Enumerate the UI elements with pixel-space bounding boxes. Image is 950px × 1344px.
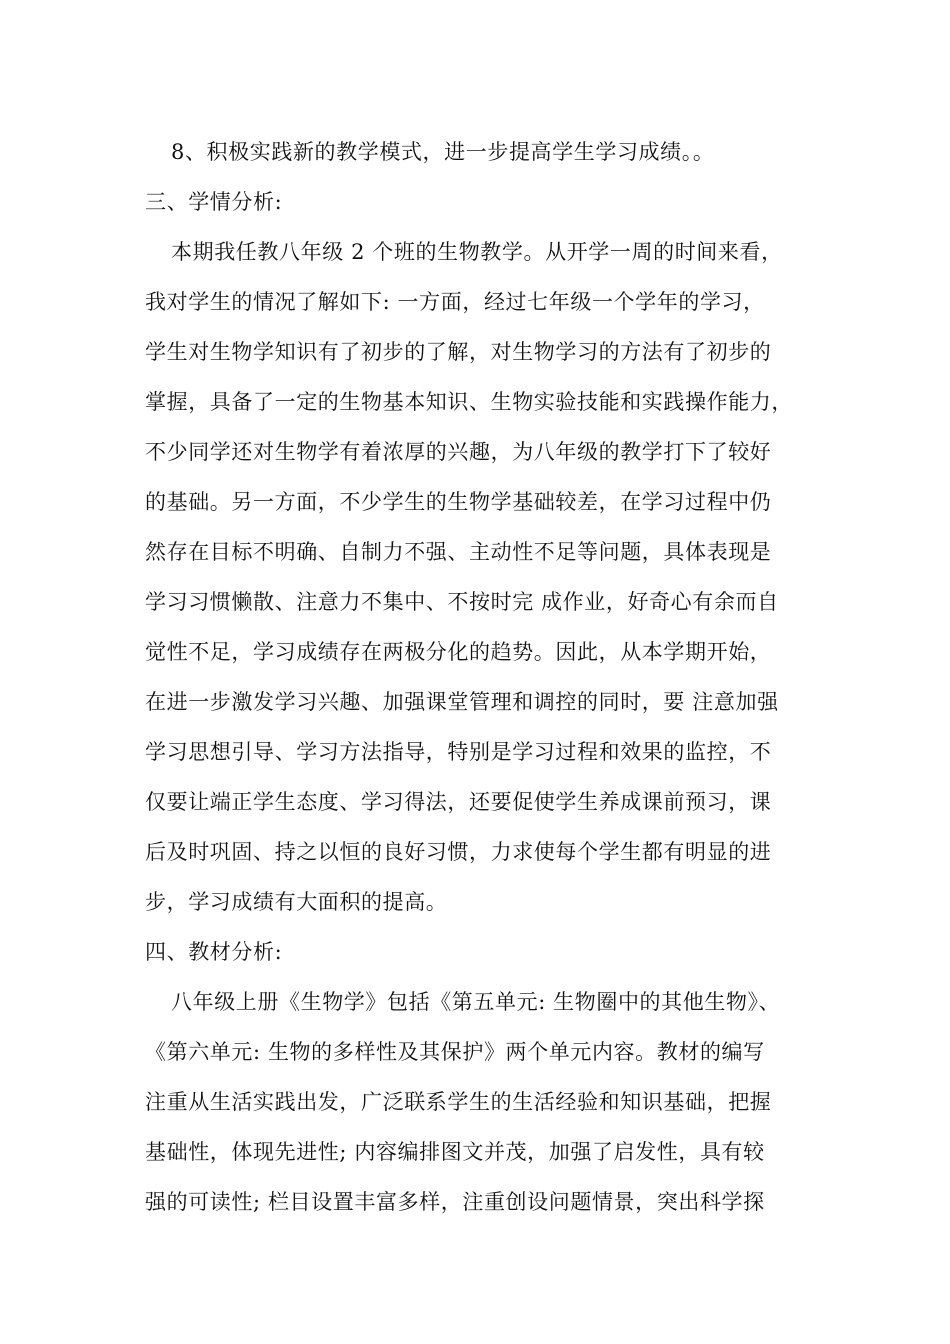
paragraph-line: 仅要让端正学生态度、学习得法，还要促使学生养成课前预习，课 (145, 790, 772, 814)
paragraph-line: 学习习惯懒散、注意力不集中、不按时完 成作业，好奇心有余而自 (145, 590, 779, 614)
paragraph-line: 然存在目标不明确、自制力不强、主动性不足等问题，具体表现是 (145, 540, 772, 564)
paragraph-line: 我对学生的情况了解如下: 一方面，经过七年级一个学年的学习， (145, 290, 765, 314)
section-heading-learning-analysis: 三、学情分析: (145, 190, 283, 214)
list-item-8: 8、积极实践新的教学模式，进一步提高学生学习成绩。。 (171, 140, 715, 164)
paragraph-line: 《第六单元: 生物的多样性及其保护》两个单元内容。教材的编写 (145, 1040, 765, 1064)
paragraph-line: 基础性，体现先进性; 内容编排图文并茂，加强了启发性，具有较 (145, 1140, 765, 1164)
paragraph-line: 学生对生物学知识有了初步的了解，对生物学习的方法有了初步的 (145, 340, 772, 364)
paragraph-line: 掌握，具备了一定的生物基本知识、生物实验技能和实践操作能力， (145, 390, 793, 414)
paragraph-line: 不少同学还对生物学有着浓厚的兴趣，为八年级的教学打下了较好 (145, 440, 772, 464)
section-heading-textbook-analysis: 四、教材分析: (145, 940, 283, 964)
paragraph-line: 在进一步激发学习兴趣、加强课堂管理和调控的同时，要 注意加强 (145, 690, 779, 714)
paragraph-line: 步，学习成绩有大面积的提高。 (145, 890, 448, 914)
paragraph-line: 觉性不足，学习成绩存在两极分化的趋势。因此，从本学期开始， (145, 640, 772, 664)
paragraph-line: 学习思想引导、学习方法指导，特别是学习过程和效果的监控，不 (145, 740, 772, 764)
paragraph-line: 本期我任教八年级 2 个班的生物教学。从开学一周的时间来看， (171, 240, 783, 264)
paragraph-line: 注重从生活实践出发，广泛联系学生的生活经验和知识基础，把握 (145, 1090, 772, 1114)
paragraph-line: 强的可读性; 栏目设置丰富多样，注重创设问题情景，突出科学探 (145, 1190, 765, 1214)
paragraph-line: 的基础。另一方面，不少学生的生物学基础较差，在学习过程中仍 (145, 490, 772, 514)
paragraph-line: 后及时巩固、持之以恒的良好习惯，力求使每个学生都有明显的进 (145, 840, 772, 864)
paragraph-line: 八年级上册《生物学》包括《第五单元: 生物圈中的其他生物》、 (171, 990, 781, 1014)
